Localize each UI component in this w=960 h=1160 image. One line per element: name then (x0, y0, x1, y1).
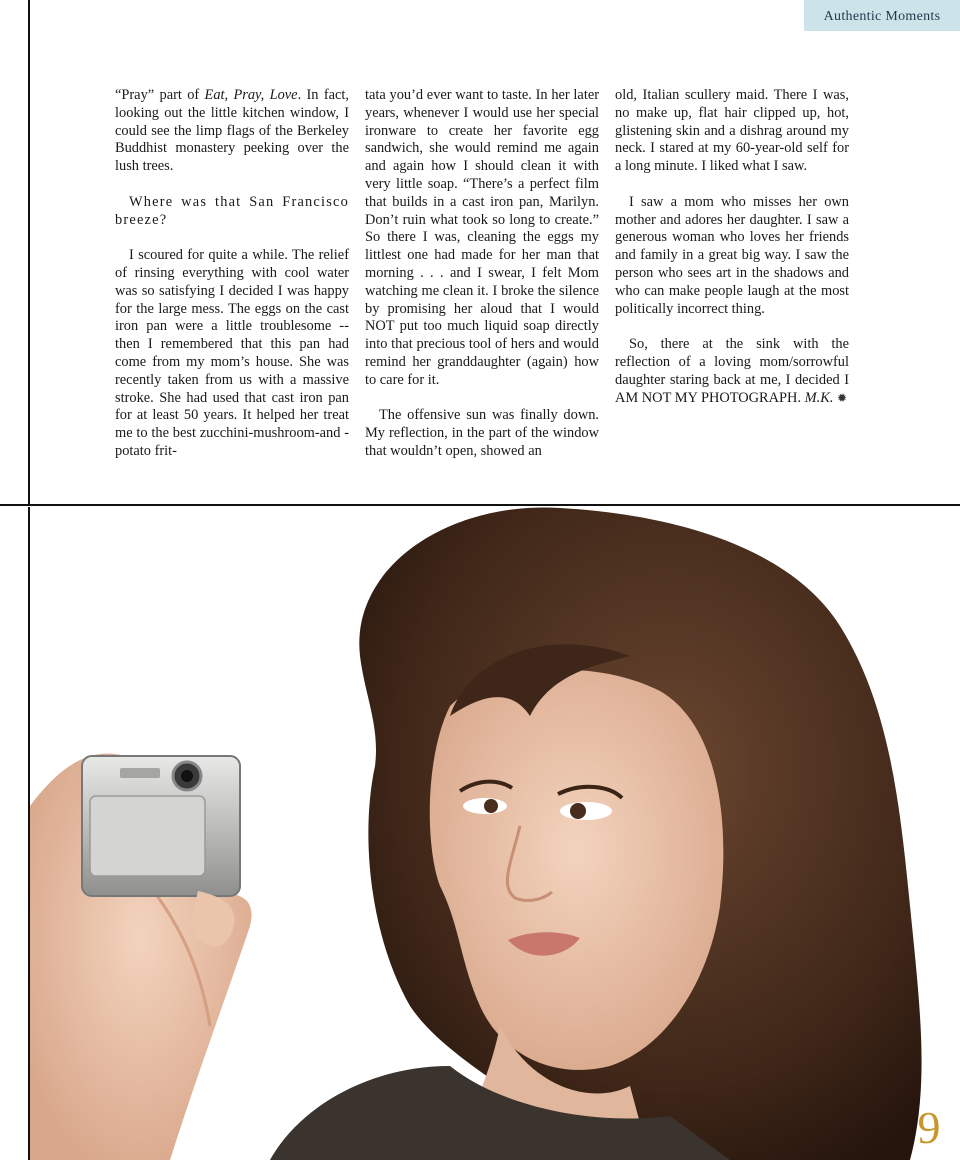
article-paragraph (115, 87, 349, 176)
end-mark-icon: ✹ (837, 390, 848, 405)
text-run: So, there at the sink with the reflection of a loving mom/sorrowful daughter staring back at me, I decided I AM NOT MY PHOTOGRAPH. (615, 336, 849, 406)
article-column-2 (365, 87, 599, 461)
woman-with-camera-photo (30, 506, 960, 1160)
article-photo (30, 506, 960, 1160)
author-signature: M.K. (804, 389, 834, 406)
article-paragraph: Where was that San Francisco breeze? (115, 193, 349, 228)
article-column-3 (615, 87, 849, 407)
text-run: . In fact, looking out the little kitchen window, I could see the limp flags of the Berkeley Buddhist monastery peeking over the lush trees. (115, 87, 349, 175)
article-paragraph: I saw a mom who misses her own mother and adores her daughter. I saw a generous woman who loves her friends and family in a great big way. I saw the person who sees art in the shadows and who can make people laugh at the most politically incorrect thing. (615, 193, 849, 317)
article-paragraph: The offensive sun was finally down. My reflection, in the part of the window that wouldn’t open, showed an (365, 407, 599, 459)
article-paragraph (615, 336, 849, 407)
article-paragraph: tata you’d ever want to taste. In her later years, whenever I would use her special ironware to create her favorite egg sandwich, she would remind me again and again how I should clean it with very little soap. “There’s a perfect film that builds in a cast iron pan, Marilyn. Don’t ruin what took so long to create.” So there I was, cleaning the eggs my littlest one had made for her man that morning . . . and I swear, I felt Mom watching me clean it. I broke the silence by promising her aloud that I would NOT put too much liquid soap directly into that precious tool of hers and would remind her granddaughter (again) how to care for it. (365, 87, 599, 388)
article-column-1 (115, 87, 349, 461)
section-label: Authentic Moments (804, 0, 960, 31)
page-number: 9 (917, 1102, 941, 1153)
text-run: “Pray” part of (115, 87, 205, 103)
camera-icon (82, 756, 240, 896)
article-body (0, 87, 960, 487)
book-title: Eat, Pray, Love (204, 87, 298, 103)
article-paragraph: old, Italian scullery maid. There I was, no make up, flat hair clipped up, hot, glistening skin and a dishrag around my neck. I stared at my 60-year-old self for a long minute. I liked what I saw. (615, 87, 849, 175)
article-paragraph: I scoured for quite a while. The relief of rinsing everything with cool water was so satisfying I decided I was happy for the large mess. The eggs on the cast iron pan were a little troublesome -- then I remembered that this pan had come from my mom’s house. She was recently taken from us with a massive stroke. She had used that cast iron pan for at least 50 years. It helped her treat me to the best zucchini-mushroom-and -potato frit- (115, 247, 349, 459)
